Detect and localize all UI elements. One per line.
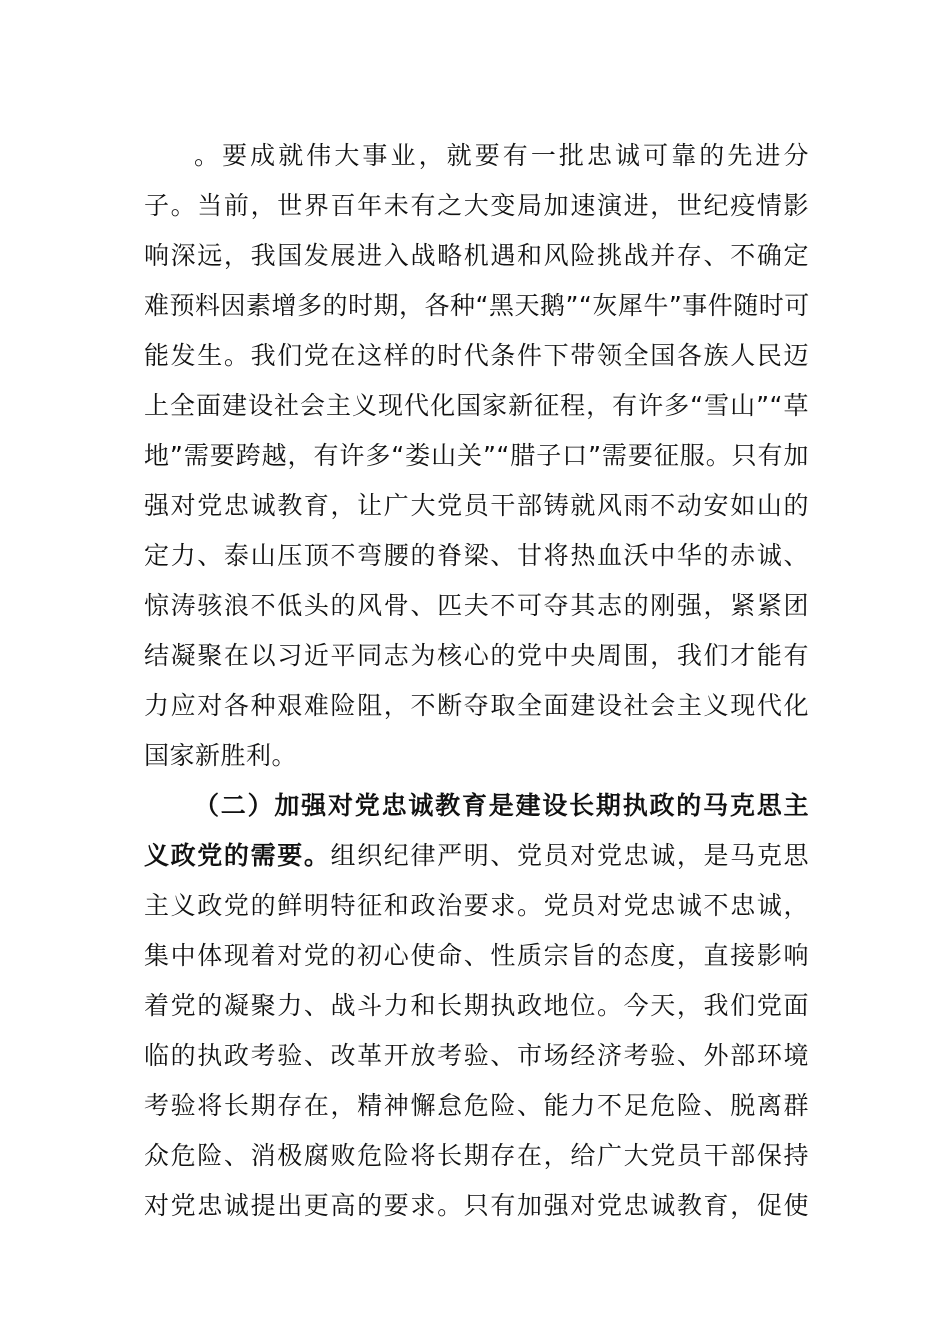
paragraph-1-line-5: 能发生。我们党在这样的时代条件下带领全国各族人民迈 [144, 341, 809, 370]
paragraph-2-line-4: 着党的凝聚力、战斗力和长期执政地位。今天，我们党面 [144, 991, 809, 1020]
paragraph-2-line-7: 众危险、消极腐败危险将长期存在，给广大党员干部保持 [144, 1141, 809, 1170]
paragraph-2-line-6: 考验将长期存在，精神懈怠危险、能力不足危险、脱离群 [144, 1091, 809, 1120]
paragraph-1-line-1: 。要成就伟大事业，就要有一批忠诚可靠的先进分 [194, 141, 809, 170]
paragraph-2-line-2: 主义政党的鲜明特征和政治要求。党员对党忠诚不忠诚， [144, 891, 809, 920]
paragraph-2-line-1 [144, 831, 809, 881]
paragraph-2-line-1-text: 组织纪律严明、党员对党忠诚，是马克思 [330, 841, 809, 870]
paragraph-2-line-5: 临的执政考验、改革开放考验、市场经济考验、外部环境 [144, 1041, 809, 1070]
paragraph-1-line-12: 力应对各种艰难险阻，不断夺取全面建设社会主义现代化 [144, 691, 809, 720]
paragraph-1-line-7: 地”需要跨越，有许多“娄山关”“腊子口”需要征服。只有加 [144, 441, 809, 470]
body-text [144, 131, 809, 1231]
paragraph-1-line-8: 强对党忠诚教育，让广大党员干部铸就风雨不动安如山的 [144, 491, 809, 520]
paragraph-2-line-3: 集中体现着对党的初心使命、性质宗旨的态度，直接影响 [144, 941, 809, 970]
paragraph-2-line-8: 对党忠诚提出更高的要求。只有加强对党忠诚教育，促使 [144, 1191, 809, 1220]
paragraph-1-line-6: 上全面建设社会主义现代化国家新征程，有许多“雪山”“草 [144, 391, 809, 420]
paragraph-1-line-10: 惊涛骇浪不低头的风骨、匹夫不可夺其志的刚强，紧紧团 [144, 591, 809, 620]
section-heading-line-1: （二）加强对党忠诚教育是建设长期执政的马克思主 [194, 791, 809, 820]
paragraph-1-line-13: 国家新胜利。 [144, 741, 298, 770]
section-heading-line-2: 义政党的需要。 [144, 841, 331, 870]
paragraph-1-line-3: 响深远，我国发展进入战略机遇和风险挑战并存、不确定 [144, 241, 809, 270]
paragraph-1-line-9: 定力、泰山压顶不弯腰的脊梁、甘将热血沃中华的赤诚、 [144, 541, 809, 570]
paragraph-1-line-11: 结凝聚在以习近平同志为核心的党中央周围，我们才能有 [144, 641, 809, 670]
paragraph-1-line-2: 子。当前，世界百年未有之大变局加速演进，世纪疫情影 [144, 191, 809, 220]
paragraph-1-line-4: 难预料因素增多的时期，各种“黑天鹅”“灰犀牛”事件随时可 [144, 291, 810, 320]
